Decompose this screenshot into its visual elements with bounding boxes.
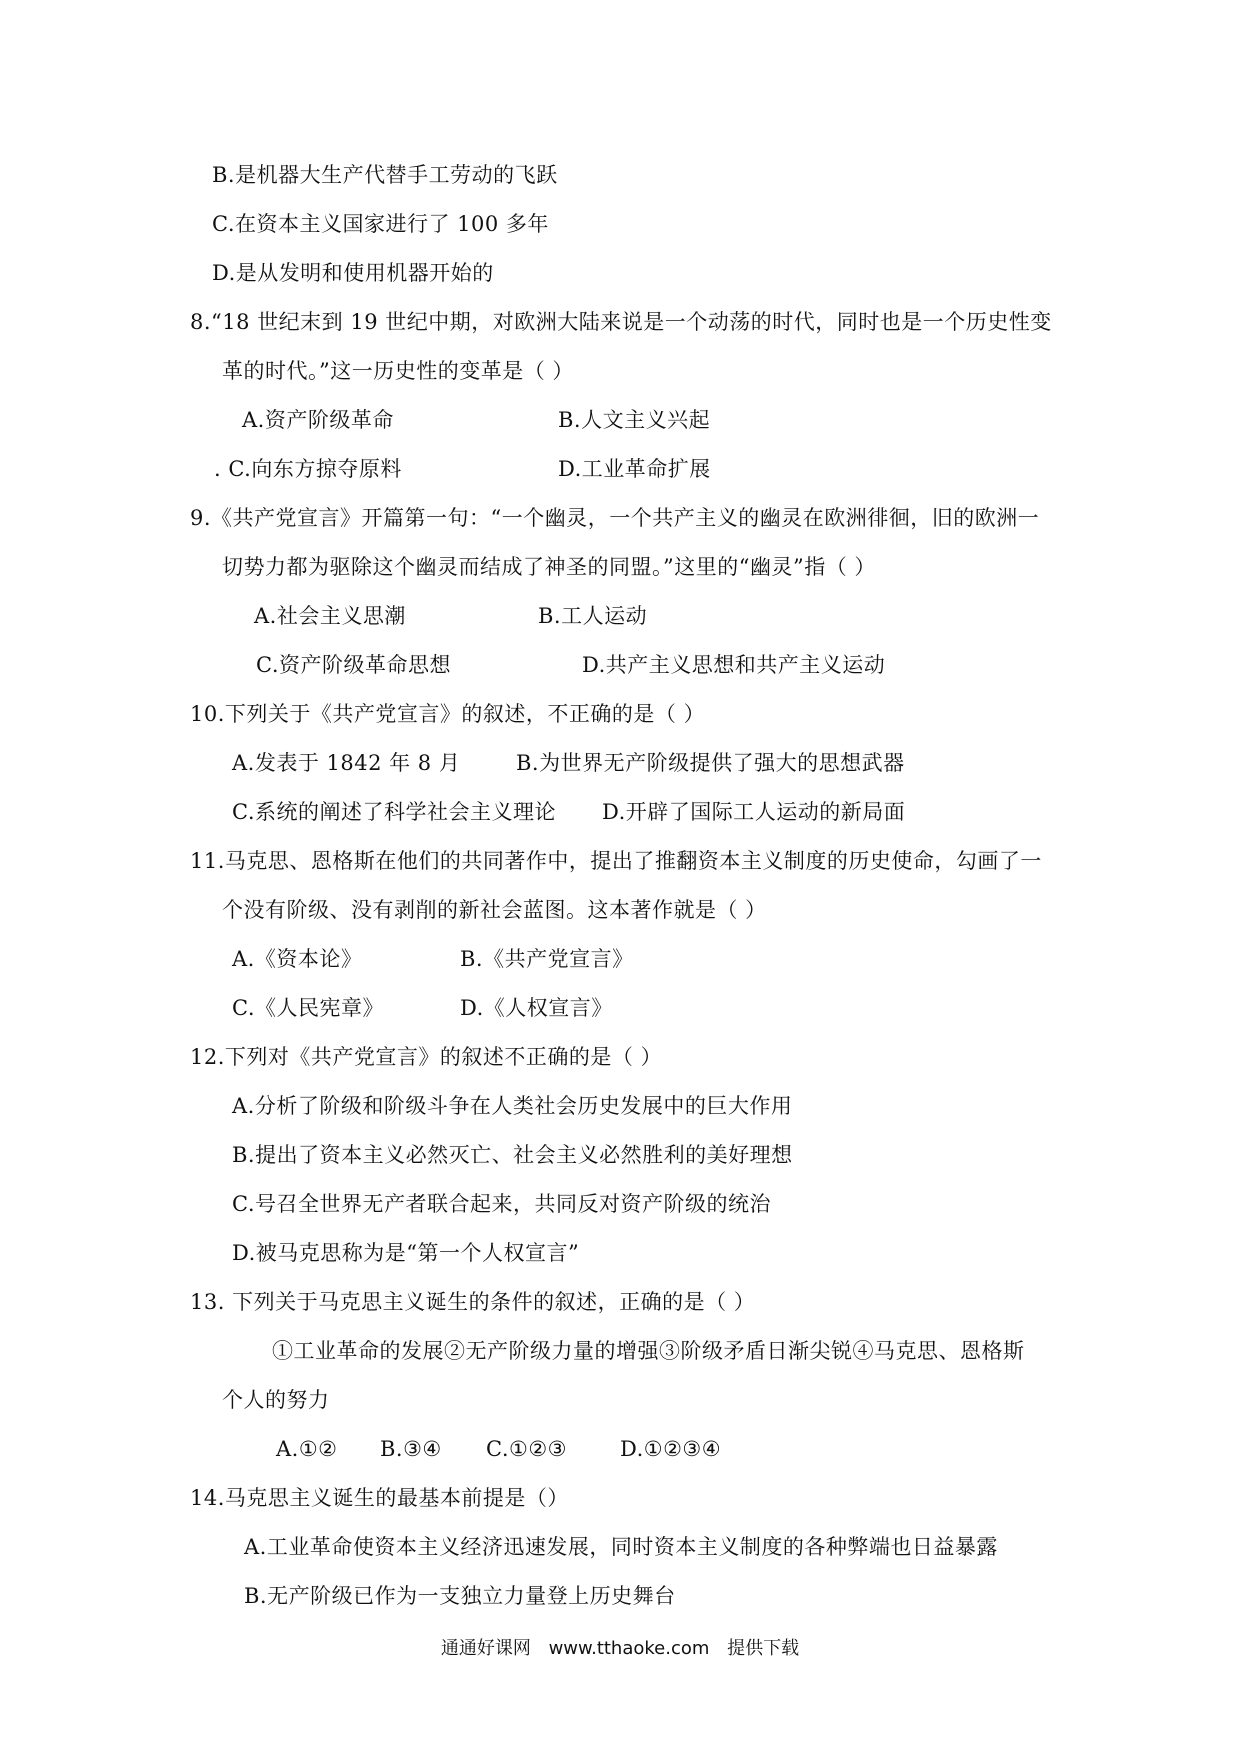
q11-option-a: A.《资本论》 <box>232 947 363 971</box>
q9-stem-line1: 9.《共产党宣言》开篇第一句：“一个幽灵，一个共产主义的幽灵在欧洲徘徊，旧的欧洲一 <box>190 506 1040 530</box>
q12-option-d: D.被马克思称为是“第一个人权宣言” <box>232 1241 580 1265</box>
page-footer <box>0 1636 1240 1662</box>
q12-option-c: C.号召全世界无产者联合起来，共同反对资产阶级的统治 <box>232 1192 771 1216</box>
q10-options-row2 <box>0 797 1240 827</box>
q10-option-c: C.系统的阐述了科学社会主义理论 <box>232 800 556 824</box>
q9-stem-line2: 切势力都为驱除这个幽灵而结成了神圣的同盟。”这里的“幽灵”指（ ） <box>222 555 876 579</box>
q9-options-row1 <box>0 601 1240 631</box>
q13-stem: 13. 下列关于马克思主义诞生的条件的叙述，正确的是（ ） <box>190 1290 756 1314</box>
footer-site-name: 通通好课网 <box>440 1638 531 1659</box>
q13-option-c: C.①②③ <box>486 1437 567 1461</box>
q8-stem-line2: 革的时代。”这一历史性的变革是（ ） <box>222 359 574 383</box>
q8-stem-line1: 8.“18 世纪末到 19 世纪中期，对欧洲大陆来说是一个动荡的时代，同时也是一个历史性变 <box>190 310 1052 334</box>
q8-options-row2 <box>0 454 1240 484</box>
q8-option-d: D.工业革命扩展 <box>558 457 711 481</box>
q11-option-c: C.《人民宪章》 <box>232 996 384 1020</box>
q10-options-row1 <box>0 748 1240 778</box>
q7-option-b: B.是机器大生产代替手工劳动的飞跃 <box>212 163 558 187</box>
q13-options-row <box>0 1434 1240 1464</box>
q11-stem-line1: 11.马克思、恩格斯在他们的共同著作中，提出了推翻资本主义制度的历史使命，勾画了一 <box>190 849 1042 873</box>
q11-stem-line2: 个没有阶级、没有剥削的新社会蓝图。这本著作就是（ ） <box>222 898 767 922</box>
q7-option-c: C.在资本主义国家进行了 100 多年 <box>212 212 549 236</box>
q11-option-b: B.《共产党宣言》 <box>460 947 634 971</box>
q9-option-b: B.工人运动 <box>538 604 648 628</box>
q11-options-row2 <box>0 993 1240 1023</box>
q8-option-c: . C.向东方掠夺原料 <box>214 457 402 481</box>
q14-stem: 14.马克思主义诞生的最基本前提是（） <box>190 1486 569 1510</box>
q8-options-row1 <box>0 405 1240 435</box>
q10-option-a: A.发表于 1842 年 8 月 <box>232 751 461 775</box>
q12-option-a: A.分析了阶级和阶级斗争在人类社会历史发展中的巨大作用 <box>232 1094 793 1118</box>
q13-items-line2: 个人的努力 <box>222 1388 330 1412</box>
q10-stem: 10.下列关于《共产党宣言》的叙述，不正确的是（ ） <box>190 702 706 726</box>
q14-option-a: A.工业革命使资本主义经济迅速发展，同时资本主义制度的各种弊端也日益暴露 <box>244 1535 998 1559</box>
q11-options-row1 <box>0 944 1240 974</box>
q12-option-b: B.提出了资本主义必然灭亡、社会主义必然胜利的美好理想 <box>232 1143 793 1167</box>
footer-url: www.tthaoke.com <box>548 1638 710 1659</box>
q14-option-b: B.无产阶级已作为一支独立力量登上历史舞台 <box>244 1584 676 1608</box>
q13-option-d: D.①②③④ <box>620 1437 722 1461</box>
q10-option-d: D.开辟了国际工人运动的新局面 <box>602 800 906 824</box>
q13-option-b: B.③④ <box>380 1437 442 1461</box>
q8-option-b: B.人文主义兴起 <box>558 408 711 432</box>
q7-option-d: D.是从发明和使用机器开始的 <box>212 261 494 285</box>
q11-option-d: D.《人权宣言》 <box>460 996 613 1020</box>
q13-option-a: A.①② <box>276 1437 338 1461</box>
q12-stem: 12.下列对《共产党宣言》的叙述不正确的是（ ） <box>190 1045 663 1069</box>
q9-option-a: A.社会主义思潮 <box>254 604 406 628</box>
q10-option-b: B.为世界无产阶级提供了强大的思想武器 <box>516 751 905 775</box>
footer-note: 提供下载 <box>727 1638 800 1659</box>
q9-option-d: D.共产主义思想和共产主义运动 <box>582 653 886 677</box>
q9-option-c: C.资产阶级革命思想 <box>256 653 451 677</box>
q9-options-row2 <box>0 650 1240 680</box>
q8-option-a: A.资产阶级革命 <box>242 408 394 432</box>
q13-items-line1: ①工业革命的发展②无产阶级力量的增强③阶级矛盾日渐尖锐④马克思、恩格斯 <box>272 1339 1025 1363</box>
